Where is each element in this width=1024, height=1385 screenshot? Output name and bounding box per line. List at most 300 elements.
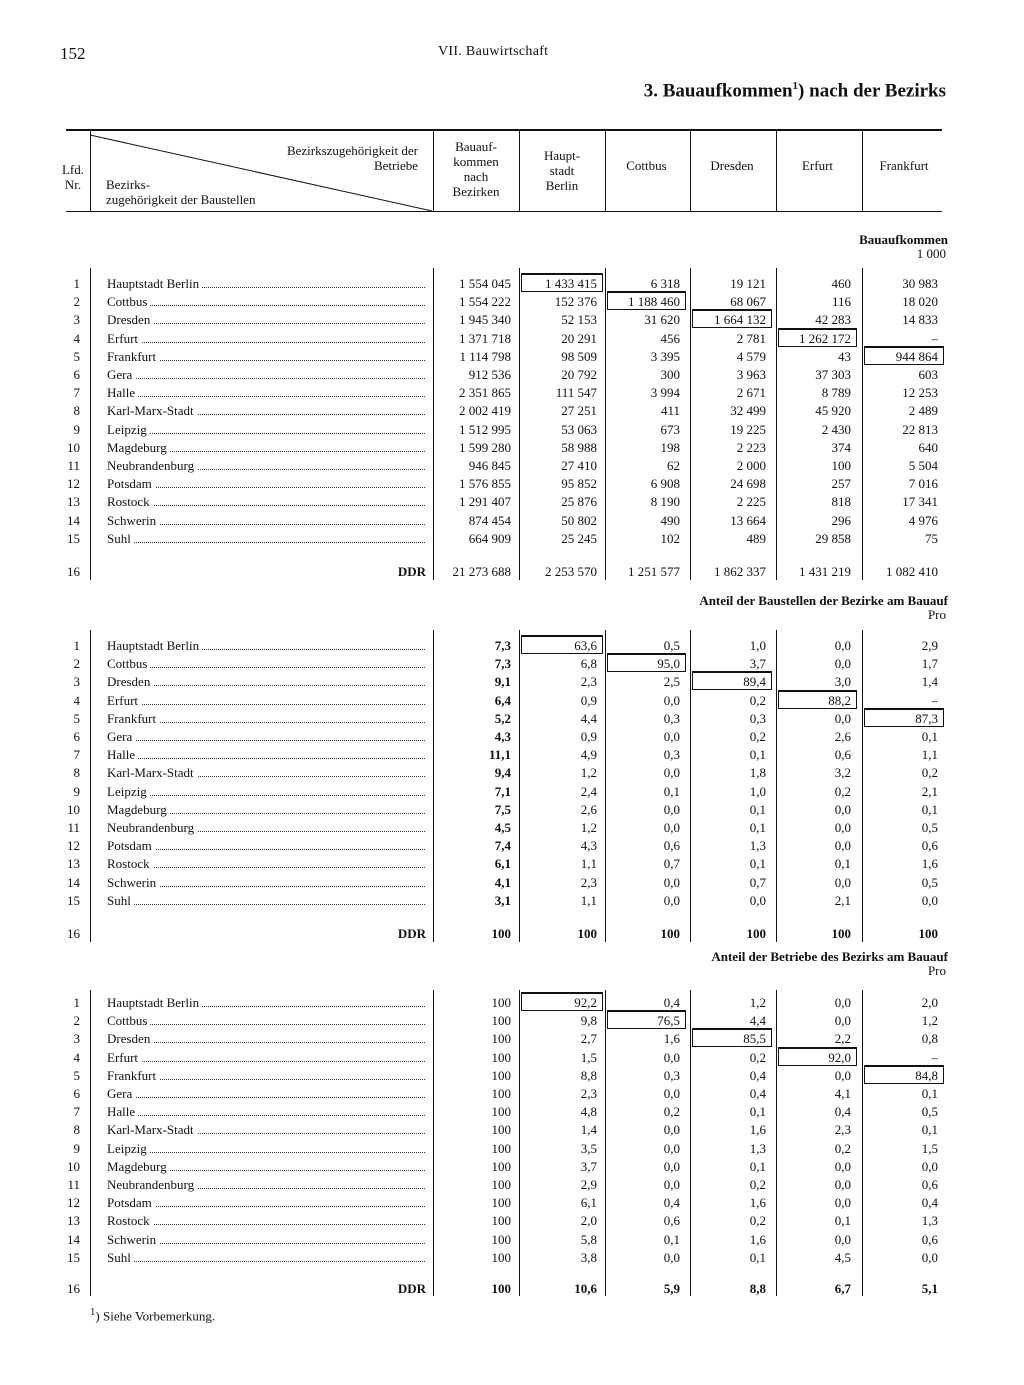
table-cell: 1 664 132 [714,312,766,328]
table-cell: 0,3 [663,710,680,726]
table-cell: 296 [831,512,851,528]
table-cell: 2,7 [580,1031,597,1047]
district-name [107,294,425,310]
table-cell: 19 121 [730,276,766,291]
table-cell: 100 [491,1049,511,1065]
total-cell: 1 251 577 [628,564,680,579]
table-cell: 0,1 [921,801,938,817]
row-number: 13 [67,856,80,872]
header-nr: Nr. [64,177,82,192]
district-name [107,802,425,818]
row-number: 2 [73,1013,80,1029]
table-title [644,80,946,102]
table-cell: 0,0 [834,1231,851,1247]
table-cell: 1,5 [580,1049,597,1065]
table-cell: 1 262 172 [799,330,851,346]
table-cell: 0,5 [921,874,938,890]
district-name [107,385,425,401]
column-header-line: Berlin [545,178,579,193]
district-label: Schwerin [107,875,159,890]
leader-dots [107,758,425,759]
table-cell: 673 [660,421,680,437]
table-cell: 6 908 [650,476,680,492]
table-cell: 0,0 [834,874,851,890]
district-label: Leipzig [107,422,150,437]
district-label: Suhl [107,531,134,546]
table-cell: 100 [491,1122,511,1138]
district-name [107,1159,425,1175]
column-header [605,158,688,173]
row-number: 3 [73,674,80,690]
table-cell: 1,5 [921,1140,938,1156]
row-number: 13 [67,1213,80,1229]
row-number: 11 [67,458,80,473]
table-cell: 0,0 [749,892,766,908]
district-label: Erfurt [107,331,141,346]
table-cell: 2,3 [580,674,597,690]
row-number: 3 [73,1031,80,1047]
table-cell: 0,2 [834,783,851,799]
title-suffix: ) nach der Bezirks [798,80,946,102]
table-cell: 1 554 222 [459,294,511,310]
district-label: Rostock [107,1213,153,1228]
table-cell: 0,5 [921,1104,938,1120]
district-label: Cottbus [107,1013,150,1028]
table-cell: 0,0 [663,1049,680,1065]
total-cell: 100 [918,926,938,941]
table-cell: 603 [918,367,938,382]
table-row [0,1104,1024,1122]
district-label: Halle [107,385,138,400]
table-cell: 0,1 [921,1086,938,1101]
leader-dots [107,342,425,343]
table-cell: 0,1 [921,1122,938,1138]
column-header-line: Bauauf- [455,139,497,154]
table-cell: 13 664 [730,512,766,528]
district-label: Suhl [107,1250,134,1265]
table-cell: 0,0 [834,820,851,835]
table-cell: 1,4 [580,1122,597,1138]
table-row [0,1122,1024,1140]
table-cell: 8,8 [580,1067,597,1083]
table-cell: 2,2 [834,1031,851,1047]
table-row [0,765,1024,783]
table-row [0,294,1024,312]
table-cell: 100 [491,1249,511,1265]
table-cell: 0,1 [749,1104,766,1120]
district-label: Potsdam [107,1195,155,1210]
row-number: 8 [73,765,80,781]
table-cell: 0,4 [749,1086,766,1101]
table-cell: 29 858 [815,530,851,546]
district-label: Hauptstadt Berlin [107,638,202,653]
table-cell: 4,1 [834,1086,851,1101]
total-row [0,1281,1024,1299]
table-cell: 489 [746,530,766,546]
table-cell: 3,7 [749,656,766,672]
table-cell: 95,0 [657,656,680,672]
row-number: 5 [73,348,80,364]
table-row [0,995,1024,1013]
table-cell: 6,1 [494,856,511,872]
table-cell: 2,6 [580,801,597,817]
table-row [0,638,1024,656]
table-row [0,1141,1024,1159]
district-name [107,276,425,292]
table-cell: 100 [491,1067,511,1083]
table-cell: 1 512 995 [459,421,511,437]
table-row [0,802,1024,820]
row-number: 7 [73,747,80,763]
row-number: 14 [67,1231,80,1247]
table-cell: 2,4 [580,783,597,799]
column-header-line: nach [463,169,489,184]
footnote [90,1306,215,1324]
table-cell: 100 [491,1140,511,1156]
table-row [0,494,1024,512]
table-row [0,784,1024,802]
district-label: Dresden [107,1031,153,1046]
row-number: 2 [73,656,80,672]
highlight-box [864,1065,944,1084]
highlight-box [692,309,772,328]
table-cell: 2,9 [921,638,938,653]
highlight-box [692,1028,772,1047]
district-name [107,995,425,1011]
footnote-ref: 1 [90,1306,96,1318]
district-label: Erfurt [107,693,141,708]
table-cell: 4,5 [494,820,511,835]
table-cell: 1,8 [749,765,766,781]
table-cell: 25 876 [561,494,597,510]
leader-dots [107,505,425,506]
leader-dots [107,1042,425,1043]
table-cell: 0,2 [749,1049,766,1065]
table-cell: 1 433 415 [545,276,597,291]
table-row [0,820,1024,838]
table-cell: 22 813 [902,421,938,437]
leader-dots [107,904,425,905]
district-label: Hauptstadt Berlin [107,276,202,291]
table-cell: 1 291 407 [459,494,511,510]
total-cell: 6,7 [834,1281,851,1296]
table-cell: 0,7 [749,874,766,890]
table-cell: 5,8 [580,1231,597,1247]
table-cell: 0,3 [663,747,680,763]
district-name [107,747,425,763]
row-number: 8 [73,403,80,419]
highlight-box [778,328,857,347]
table-cell: 1,0 [749,638,766,653]
total-cell: 1 082 410 [886,564,938,579]
column-header-line: Frankfurt [879,158,929,173]
table-cell: 0,2 [749,692,766,708]
total-label: DDR [397,1281,426,1296]
table-cell: 1,2 [580,765,597,781]
table-row [0,403,1024,421]
table-cell: 0,2 [749,1213,766,1229]
leader-dots [107,1061,425,1062]
table-cell: 0,0 [834,1067,851,1083]
table-cell: 2 430 [821,421,851,437]
table-cell: 0,4 [749,1067,766,1083]
table-cell: 1,1 [921,747,938,763]
district-name [107,1031,425,1047]
table-cell: 4,8 [580,1104,597,1120]
table-cell: 6 318 [650,276,680,291]
total-cell: 100 [491,926,511,941]
total-cell: 100 [746,926,766,941]
table-cell: 30 983 [902,276,938,291]
table-cell: 63,6 [574,638,597,653]
total-cell: 21 273 688 [452,564,511,579]
table-cell: 1,3 [749,1140,766,1156]
table-cell: 0,0 [663,820,680,835]
table-cell: 1,6 [749,1122,766,1138]
table-cell: 0,2 [749,729,766,744]
row-number: 9 [73,783,80,799]
total-cell: 100 [491,1281,511,1296]
table-cell: 0,0 [663,1086,680,1101]
table-cell: 89,4 [743,674,766,690]
table-cell: 0,0 [663,874,680,890]
district-label: Magdeburg [107,440,170,455]
district-label: Gera [107,367,135,382]
district-name [107,765,425,781]
district-label: Potsdam [107,476,155,491]
district-name [107,656,425,672]
column-header-line: stadt [549,163,575,178]
leader-dots [107,542,425,543]
row-number: 12 [67,476,80,492]
district-label: Cottbus [107,656,150,671]
table-cell: 2,1 [921,783,938,799]
leader-dots [107,396,425,397]
table-cell: 6,4 [494,692,511,708]
table-cell: 0,5 [663,638,680,653]
table-cell: 58 988 [561,439,597,455]
row-number: 10 [67,801,80,817]
table-cell: 2,6 [834,729,851,744]
table-cell: 32 499 [730,403,766,419]
table-cell: 912 536 [468,367,511,382]
district-label: Neubrandenburg [107,1177,197,1192]
district-label: Frankfurt [107,1068,159,1083]
table-cell: 100 [491,1195,511,1211]
table-row [0,856,1024,874]
total-row [0,926,1024,944]
row-number: 5 [73,710,80,726]
table-cell: 0,6 [921,1177,938,1192]
table-cell: 0,0 [663,801,680,817]
district-name [107,838,425,854]
leader-dots [107,1024,425,1025]
total-cell: 100 [831,926,851,941]
table-row [0,656,1024,674]
row-number: 12 [67,1195,80,1211]
table-cell: 100 [491,1013,511,1029]
table-cell: 0,0 [663,1122,680,1138]
table-cell: 3,8 [580,1249,597,1265]
table-cell: 31 620 [644,312,680,328]
highlight-box [864,346,944,365]
district-label: Karl-Marx-Stadt [107,1122,197,1137]
district-label: Karl-Marx-Stadt [107,403,197,418]
table-cell: 0,4 [663,1195,680,1211]
table-cell: 100 [831,458,851,473]
highlight-box [692,671,772,690]
row-number: 14 [67,512,80,528]
district-name [107,367,425,383]
table-cell: 8 190 [650,494,680,510]
table-cell: 6,8 [580,656,597,672]
title-footnote-ref: 1 [792,80,799,92]
district-label: Gera [107,1086,135,1101]
district-name [107,1177,425,1193]
table-cell: 2,3 [580,874,597,890]
row-number: 4 [73,1049,80,1065]
table-cell: 0,1 [834,856,851,872]
district-name [107,1195,425,1211]
table-row [0,1232,1024,1250]
column-header-line: Bezirken [452,184,500,199]
total-label: DDR [397,926,426,941]
table-cell: 2,3 [580,1086,597,1101]
row-number: 15 [67,530,80,546]
district-label: Frankfurt [107,349,159,364]
table-cell: 17 341 [902,494,938,510]
table-cell: 0,2 [749,1177,766,1192]
table-cell: 0,0 [663,1177,680,1192]
table-row [0,674,1024,692]
total-cell: 10,6 [574,1281,597,1296]
title-text: 3. Bauaufkommen [643,80,793,102]
table-cell: 411 [660,403,680,419]
district-label: Potsdam [107,838,155,853]
table-cell: 68 067 [730,294,766,310]
table-cell: 7,5 [494,801,511,817]
district-name [107,458,425,474]
district-name [107,440,425,456]
table-cell: – [931,330,938,346]
table-cell: 116 [831,294,851,310]
table-cell: 42 283 [815,312,851,328]
district-label: Hauptstadt Berlin [107,995,202,1010]
table-cell: 1,6 [749,1231,766,1247]
table-cell: 1,3 [749,838,766,854]
district-label: Halle [107,1104,138,1119]
table-cell: 9,4 [494,765,511,781]
table-row [0,531,1024,549]
total-label: DDR [397,564,426,579]
table-cell: 4,5 [834,1249,851,1265]
leader-dots [107,685,425,686]
district-name [107,531,425,547]
district-name [107,638,425,654]
table-cell: 0,0 [663,765,680,781]
row-number: 1 [73,276,80,291]
column-header [776,158,859,173]
total-cell: 1 862 337 [714,564,766,579]
leader-dots [107,433,425,434]
table-cell: 3 994 [650,385,680,401]
column-header-line: Cottbus [626,158,667,173]
row-number: 8 [73,1122,80,1138]
table-cell: 111 547 [555,385,597,401]
district-name [107,1050,425,1066]
table-cell: 7,1 [494,783,511,799]
table-cell: 50 802 [561,512,597,528]
table-cell: 0,0 [921,892,938,908]
table-cell: 664 909 [468,530,511,546]
table-cell: 152 376 [554,294,597,310]
total-cell: 8,8 [749,1281,766,1296]
section-unit: 1 000 [916,246,946,261]
table-cell: 2 000 [736,458,766,473]
table-cell: 2 489 [908,403,938,419]
table-cell: 0,9 [580,729,597,744]
table-cell: 1 599 280 [459,439,511,455]
table-cell: 0,0 [834,1013,851,1029]
district-label: Cottbus [107,294,150,309]
table-cell: 4,1 [494,874,511,890]
table-cell: 0,0 [921,1158,938,1174]
row-number: 6 [73,729,80,744]
table-cell: 9,1 [494,674,511,690]
row-number: 4 [73,330,80,346]
table-cell: 0,7 [663,856,680,872]
header-baustellen-line1: Bezirks- [106,177,151,192]
table-row [0,838,1024,856]
table-cell: 53 063 [561,421,597,437]
table-cell: 7,3 [494,638,511,653]
table-cell: 818 [831,494,851,510]
district-label: Frankfurt [107,711,159,726]
district-label: Schwerin [107,513,159,528]
district-label: Leipzig [107,1141,150,1156]
table-cell: 102 [660,530,680,546]
row-number: 16 [67,1281,80,1296]
table-cell: 7,3 [494,656,511,672]
table-row [0,747,1024,765]
chapter-heading: VII. Bauwirtschaft [438,44,549,59]
district-name [107,1086,425,1102]
leader-dots [107,1152,425,1153]
district-label: Magdeburg [107,1159,170,1174]
table-cell: 1 371 718 [459,330,511,346]
total-cell: 5,9 [663,1281,680,1296]
header-baustellen-line2: zugehörigkeit der Baustellen [106,192,256,207]
table-cell: 490 [660,512,680,528]
table-cell: 456 [660,330,680,346]
row-number: 7 [73,385,80,401]
table-cell: 25 245 [561,530,597,546]
table-row [0,1177,1024,1195]
header-betriebe-line1: Bezirkszugehörigkeit der [286,143,418,158]
table-cell: 2,3 [834,1122,851,1138]
district-name [107,1068,425,1084]
total-cell: 1 431 219 [799,564,851,579]
table-cell: 3 395 [650,348,680,364]
table-cell: 27 251 [561,403,597,419]
page-number: 152 [60,44,86,63]
table-cell: 300 [660,367,680,382]
table-cell: 0,4 [834,1104,851,1120]
table-cell: 8 789 [821,385,851,401]
total-cell: 100 [577,926,597,941]
district-label: Suhl [107,893,134,908]
table-cell: 100 [491,1177,511,1192]
